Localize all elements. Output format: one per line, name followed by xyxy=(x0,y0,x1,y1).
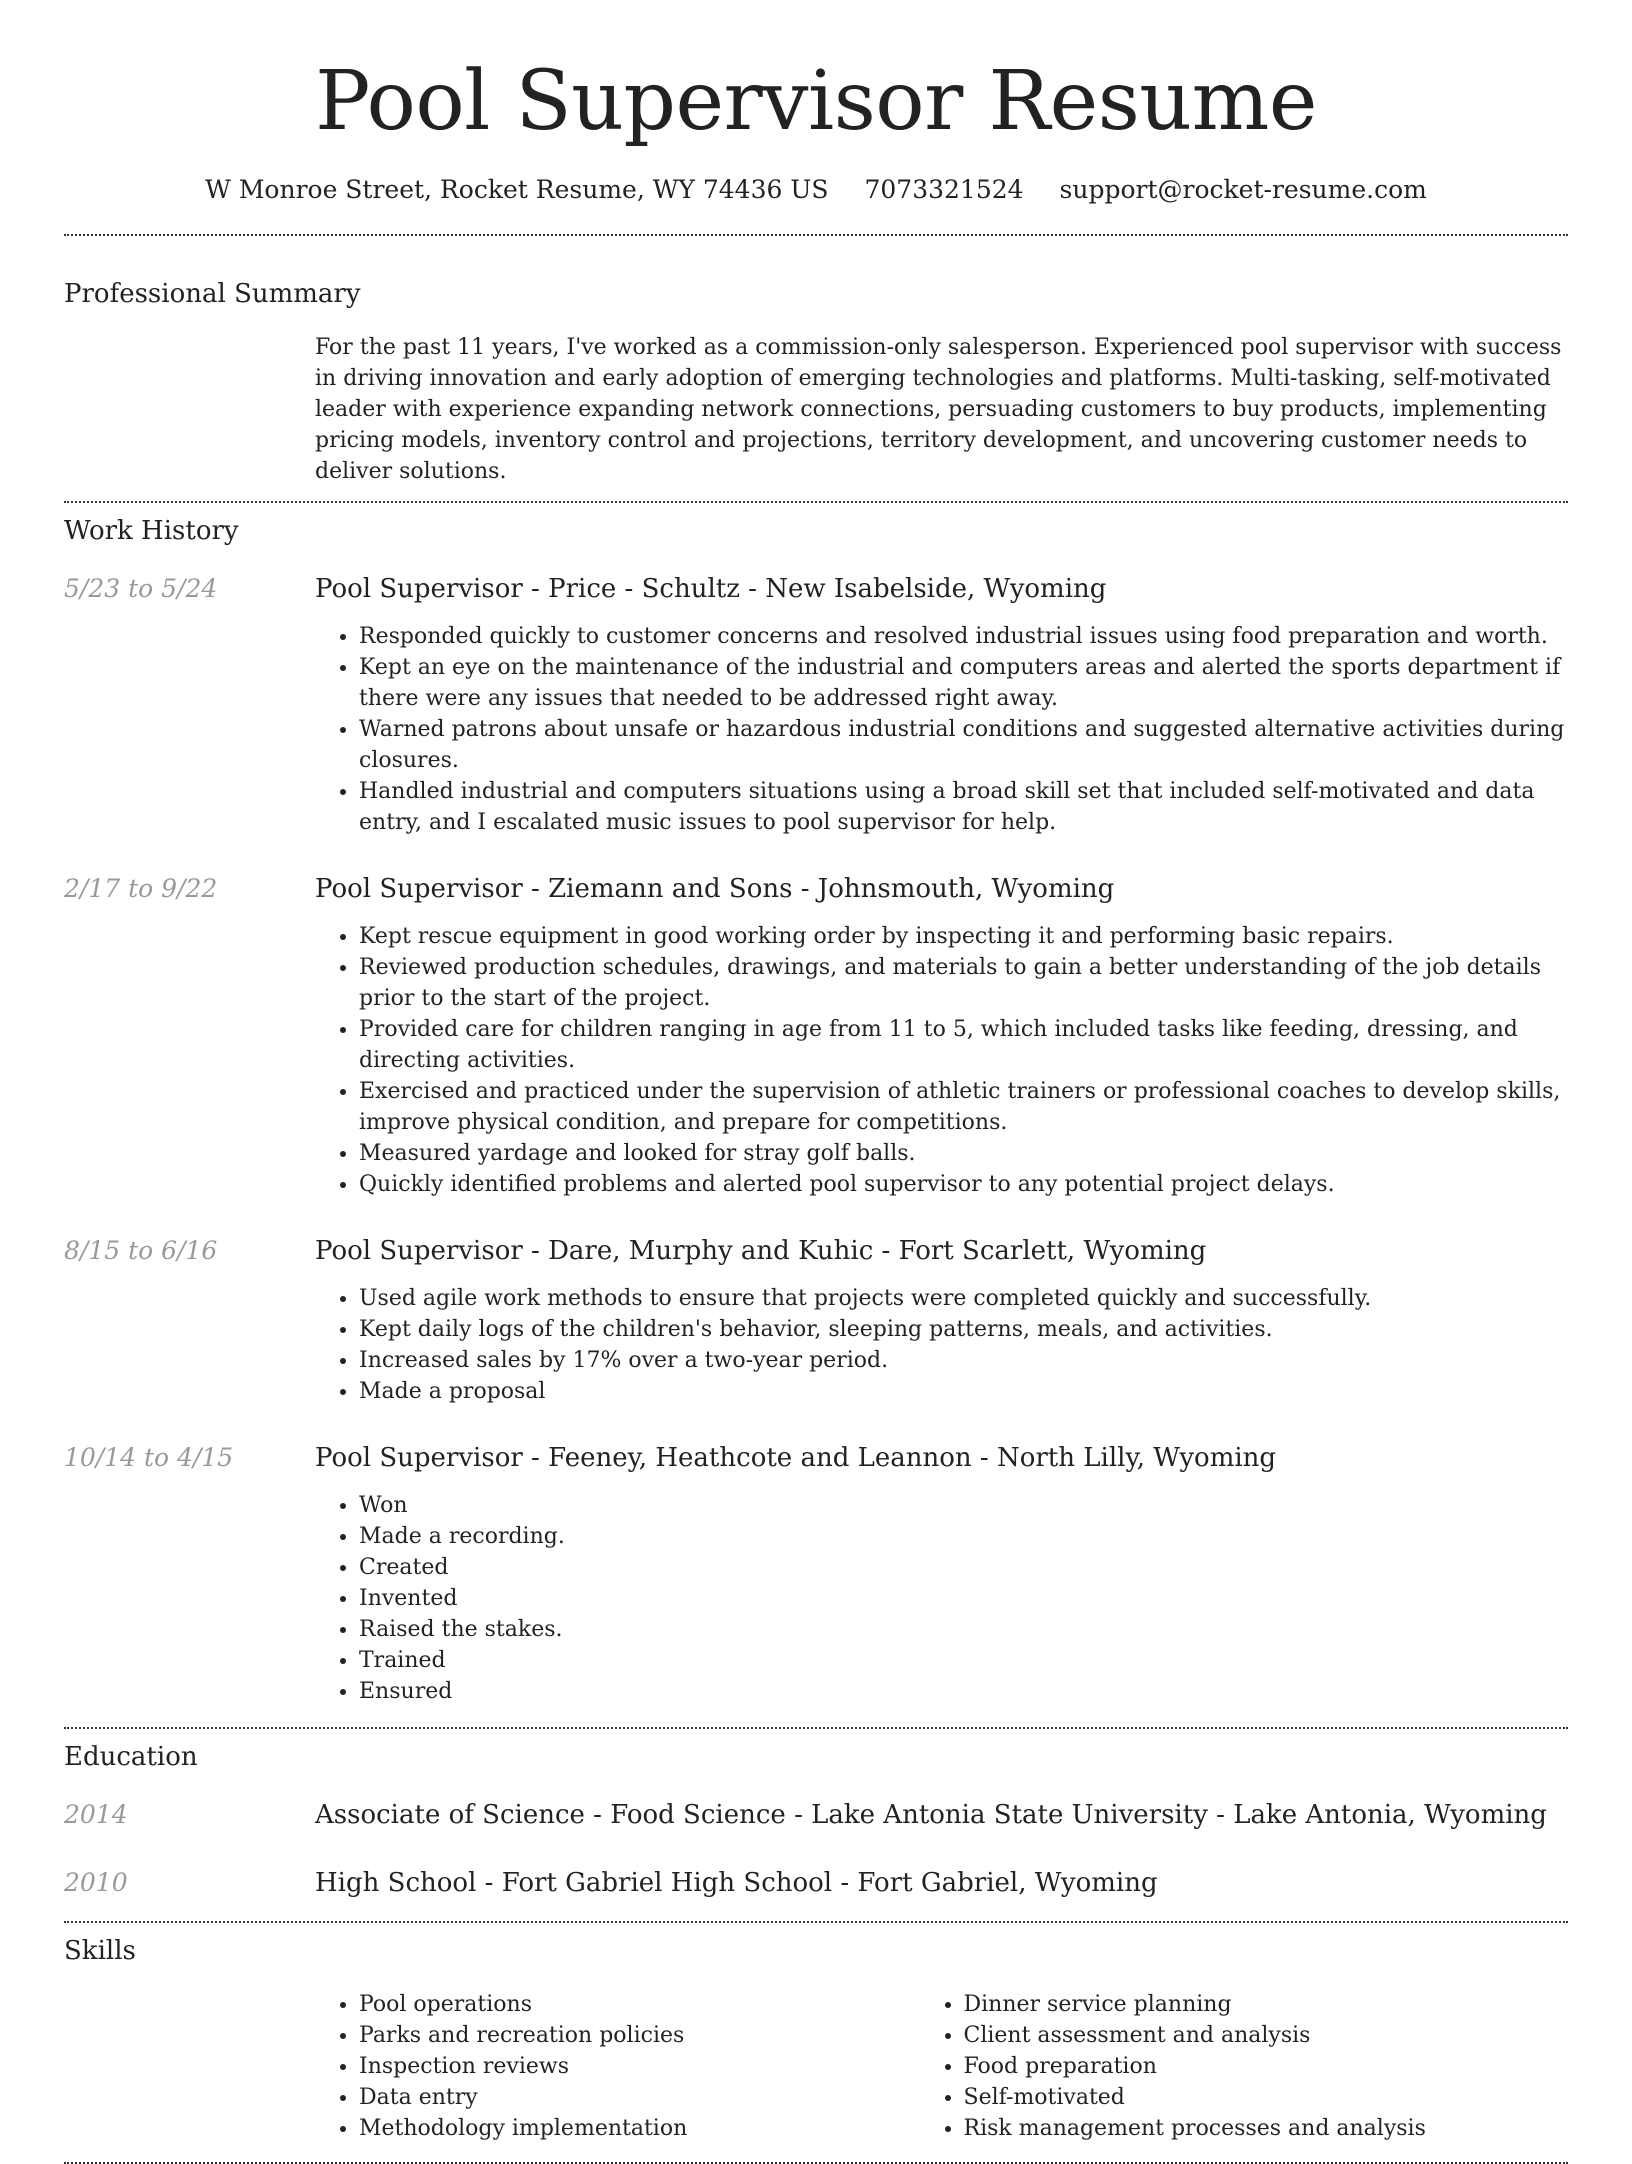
list-item: • Warned patrons about unsafe or hazardous industrial conditions and suggested alternative activities during closures. xyxy=(359,714,1568,776)
list-item: • Parks and recreation policies xyxy=(359,2020,964,2051)
divider-education xyxy=(64,1921,1568,1923)
job-title: Pool Supervisor - Price - Schultz - New Isabelside, Wyoming xyxy=(315,574,1107,604)
education-heading: Education xyxy=(64,1742,198,1772)
skills-left-list xyxy=(359,1989,964,2144)
list-item: • Reviewed production schedules, drawings, and materials to gain a better understanding of the job details prior to the start of the project. xyxy=(359,952,1568,1014)
education-text: High School - Fort Gabriel High School - Fort Gabriel, Wyoming xyxy=(315,1868,1158,1898)
list-item: • Data entry xyxy=(359,2082,964,2113)
skills-section xyxy=(64,1933,1568,2144)
work-section xyxy=(64,513,1568,1707)
list-item: • Ensured xyxy=(359,1676,1568,1707)
list-item: • Kept an eye on the maintenance of the industrial and computers areas and alerted the sports department if there were any issues that needed to be addressed right away. xyxy=(359,652,1568,714)
skills-columns xyxy=(359,1989,1568,2144)
list-item: • Increased sales by 17% over a two-year period. xyxy=(359,1345,1568,1376)
job-title: Pool Supervisor - Ziemann and Sons - Johnsmouth, Wyoming xyxy=(315,874,1115,904)
list-item: • Raised the stakes. xyxy=(359,1614,1568,1645)
list-item: • Invented xyxy=(359,1583,1568,1614)
list-item: • Trained xyxy=(359,1645,1568,1676)
list-item: • Food preparation xyxy=(964,2051,1569,2082)
contact-email: support@rocket-resume.com xyxy=(1059,175,1427,204)
education-text: Associate of Science - Food Science - Lake Antonia State University - Lake Antonia, Wyoming xyxy=(315,1800,1547,1830)
list-item: • Inspection reviews xyxy=(359,2051,964,2082)
list-item: • Client assessment and analysis xyxy=(964,2020,1569,2051)
job-entry xyxy=(64,871,1568,1200)
list-item: • Measured yardage and looked for stray golf balls. xyxy=(359,1138,1568,1169)
job-dates: 2/17 to 9/22 xyxy=(64,874,218,903)
education-year: 2014 xyxy=(64,1800,128,1829)
job-entry xyxy=(64,1440,1568,1707)
job-title: Pool Supervisor - Feeney, Heathcote and Leannon - North Lilly, Wyoming xyxy=(315,1443,1277,1473)
list-item: • Provided care for children ranging in age from 11 to 5, which included tasks like feeding, dressing, and directing activities. xyxy=(359,1014,1568,1076)
work-heading: Work History xyxy=(64,516,239,546)
divider-work xyxy=(64,1727,1568,1729)
job-entry xyxy=(64,1233,1568,1407)
list-item: • Exercised and practiced under the supervision of athletic trainers or professional coaches to develop skills, improve physical condition, and prepare for competitions. xyxy=(359,1076,1568,1138)
job-dates: 10/14 to 4/15 xyxy=(64,1443,234,1472)
contact-address: W Monroe Street, Rocket Resume, WY 74436 US xyxy=(205,175,829,204)
list-item: • Won xyxy=(359,1490,1568,1521)
job-bullets xyxy=(359,1283,1568,1407)
list-item: • Kept rescue equipment in good working order by inspecting it and performing basic repairs. xyxy=(359,921,1568,952)
list-item: • Responded quickly to customer concerns and resolved industrial issues using food preparation and worth. xyxy=(359,621,1568,652)
summary-heading: Professional Summary xyxy=(64,279,361,309)
job-title: Pool Supervisor - Dare, Murphy and Kuhic - Fort Scarlett, Wyoming xyxy=(315,1236,1207,1266)
list-item: • Dinner service planning xyxy=(964,1989,1569,2020)
summary-section xyxy=(64,276,1568,487)
contact-phone: 7073321524 xyxy=(864,175,1024,204)
education-year: 2010 xyxy=(64,1868,128,1897)
list-item: • Quickly identified problems and alerted pool supervisor to any potential project delays. xyxy=(359,1169,1568,1200)
job-bullets xyxy=(359,621,1568,838)
skills-heading: Skills xyxy=(64,1936,136,1966)
list-item: • Kept daily logs of the children's behavior, sleeping patterns, meals, and activities. xyxy=(359,1314,1568,1345)
list-item: • Used agile work methods to ensure that projects were completed quickly and successfully. xyxy=(359,1283,1568,1314)
list-item: • Self-motivated xyxy=(964,2082,1569,2113)
list-item: • Made a recording. xyxy=(359,1521,1568,1552)
resume-page xyxy=(64,0,1568,2164)
list-item: • Created xyxy=(359,1552,1568,1583)
education-entry xyxy=(64,1865,1568,1901)
list-item: • Pool operations xyxy=(359,1989,964,2020)
divider-summary xyxy=(64,501,1568,503)
divider-header xyxy=(64,234,1568,236)
list-item: • Made a proposal xyxy=(359,1376,1568,1407)
job-bullets xyxy=(359,921,1568,1200)
contact-line xyxy=(64,172,1568,208)
summary-text: For the past 11 years, I've worked as a commission-only salesperson. Experienced pool supervisor with success in driving innovation and early adoption of emerging technologies and platforms. Multi-tasking, self-motivated leader with experience expanding network connections, persuading customers to buy products, implementing pricing models, inventory control and projections, territory development, and uncovering customer needs to deliver solutions. xyxy=(315,335,1562,484)
skills-right-list xyxy=(964,1989,1569,2144)
list-item: • Methodology implementation xyxy=(359,2113,964,2144)
list-item: • Risk management processes and analysis xyxy=(964,2113,1569,2144)
job-entry xyxy=(64,571,1568,838)
list-item: • Handled industrial and computers situations using a broad skill set that included self-motivated and data entry, and I escalated music issues to pool supervisor for help. xyxy=(359,776,1568,838)
job-bullets xyxy=(359,1490,1568,1707)
job-dates: 8/15 to 6/16 xyxy=(64,1236,218,1265)
resume-title: Pool Supervisor Resume xyxy=(315,54,1317,149)
education-entry xyxy=(64,1797,1568,1833)
education-section xyxy=(64,1739,1568,1901)
job-dates: 5/23 to 5/24 xyxy=(64,574,218,603)
